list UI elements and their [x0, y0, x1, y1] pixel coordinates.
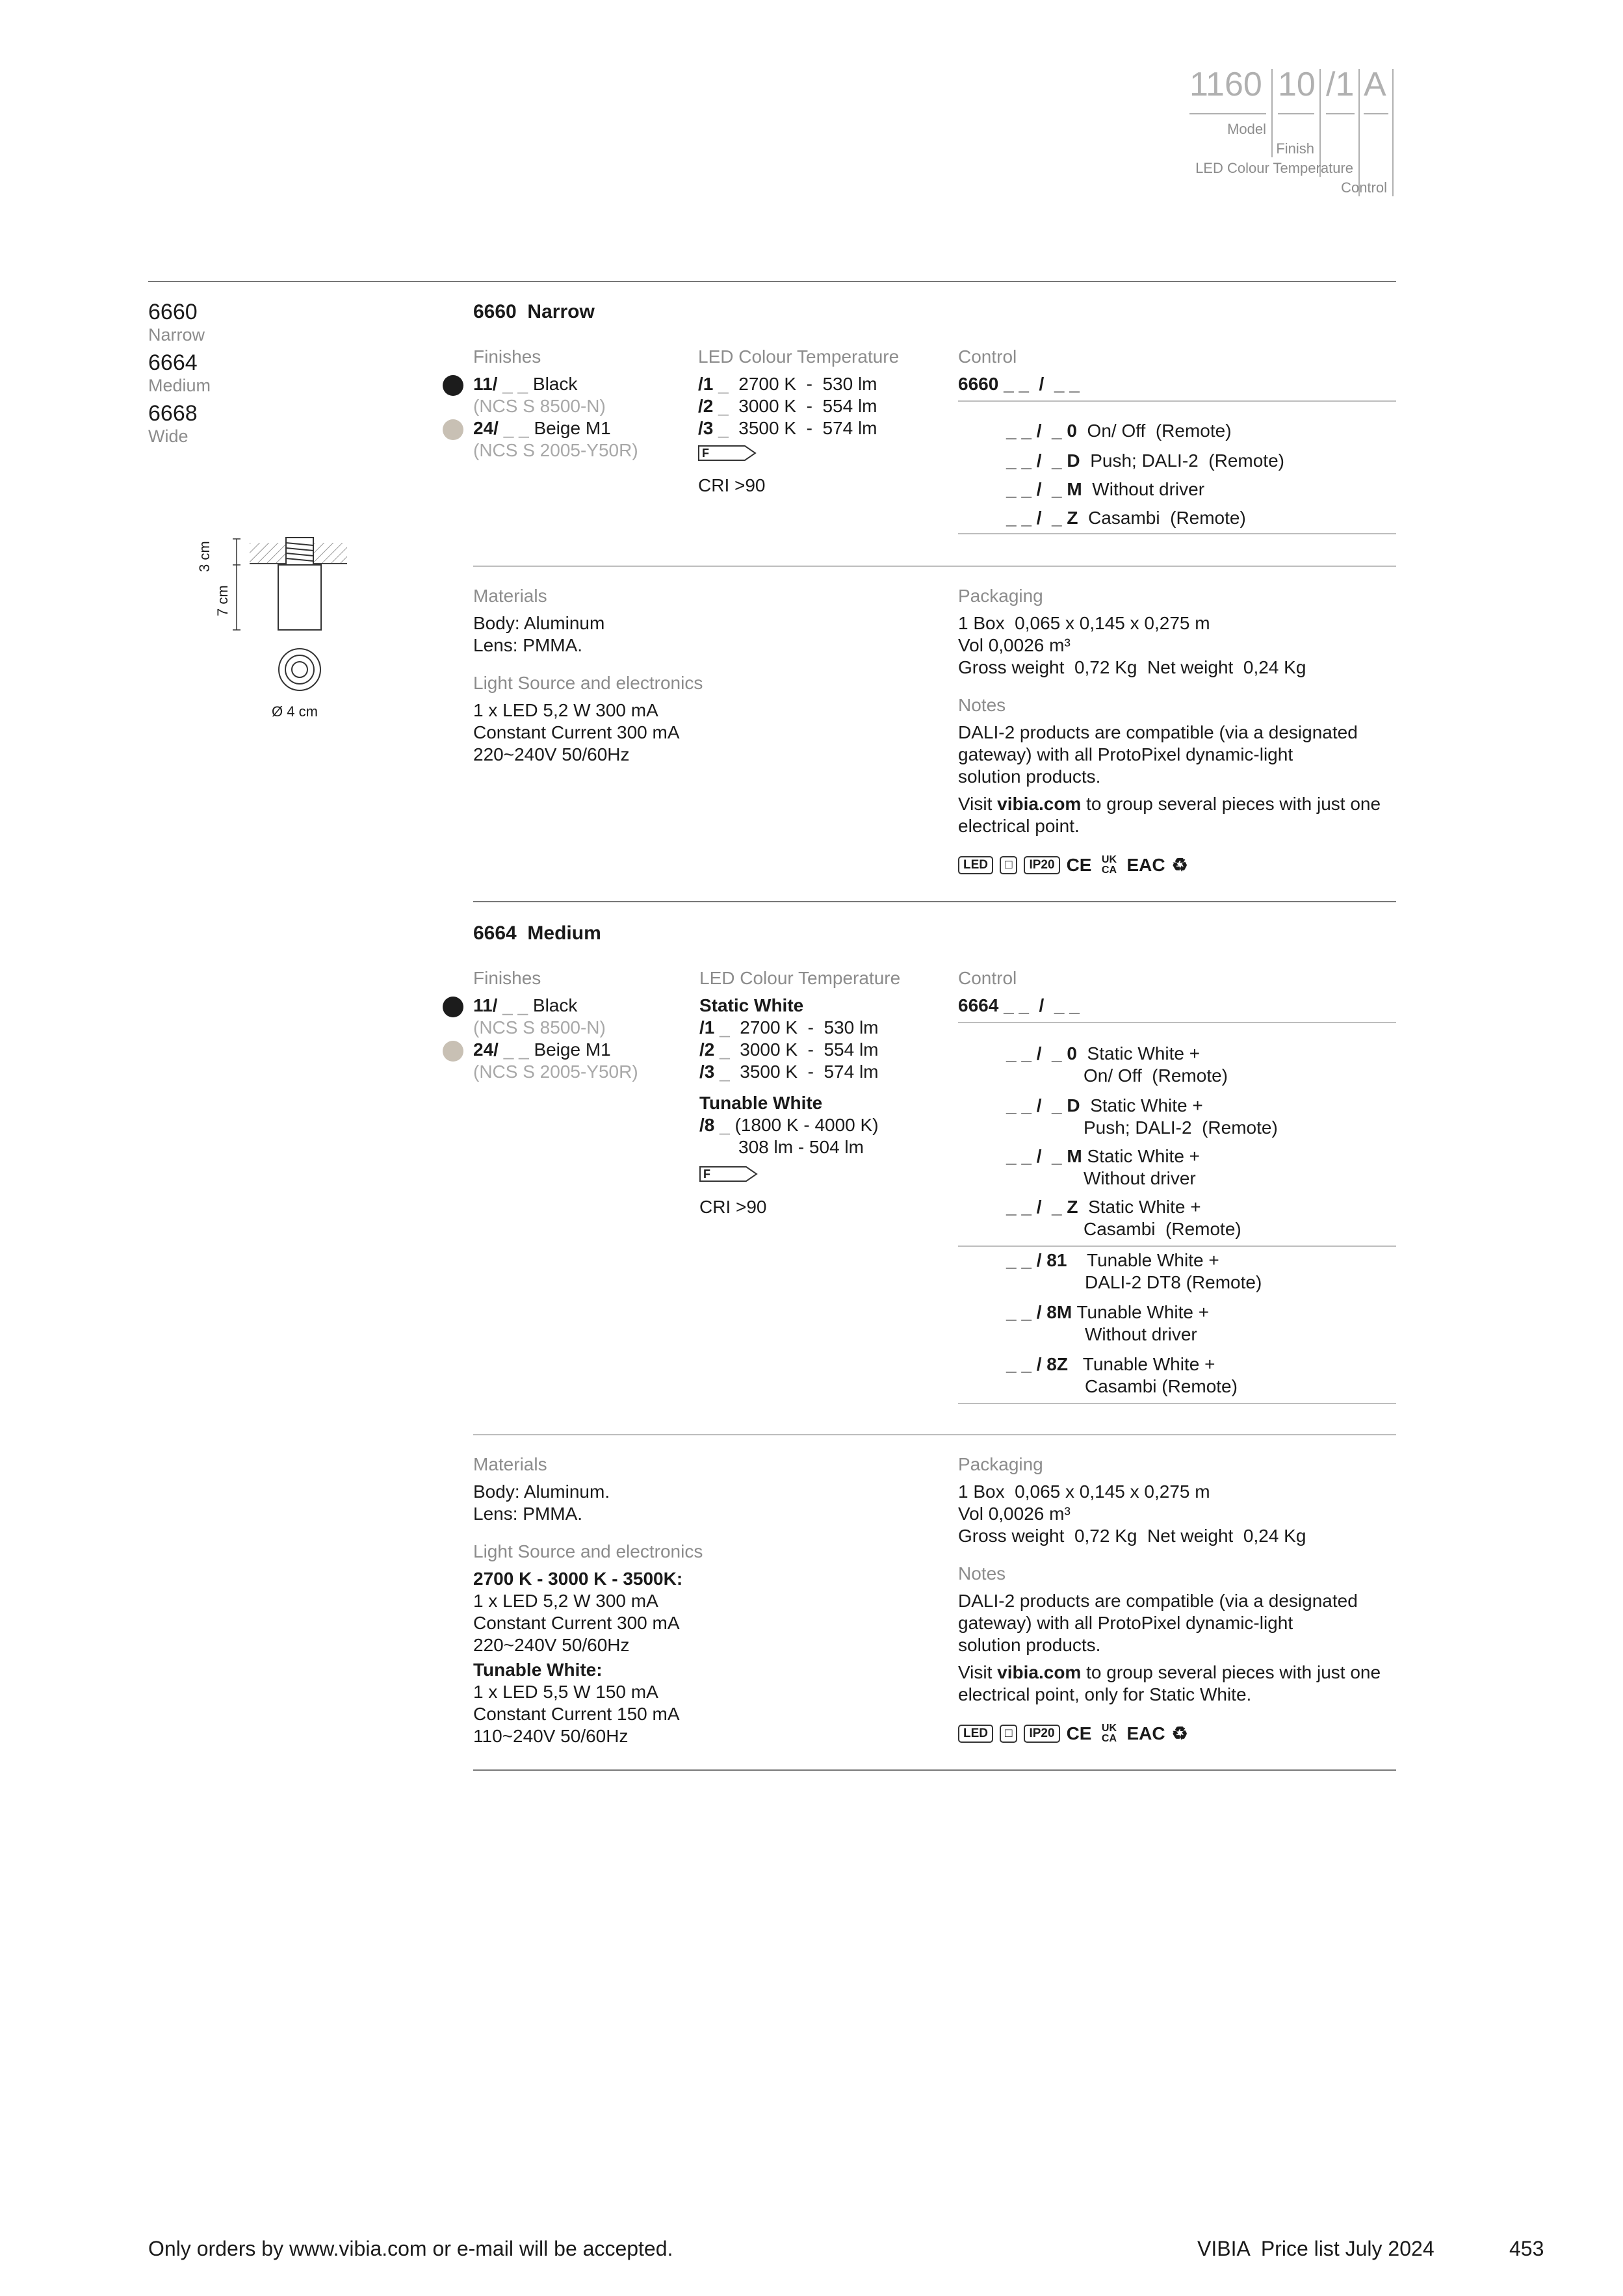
s2-notes-label: Notes — [958, 1563, 1006, 1584]
s2-finish-black-ncs: (NCS S 8500-N) — [473, 1017, 606, 1037]
eac-mark-icon: EAC — [1126, 1723, 1165, 1743]
s2-cri: CRI >90 — [699, 1197, 767, 1217]
s2-materials-label: Materials — [473, 1454, 547, 1474]
s2-led-label: LED Colour Temperature — [699, 968, 901, 988]
legend-tick — [1358, 69, 1360, 196]
s2-notes-line: gateway) with all ProtoPixel dynamic-light — [958, 1613, 1293, 1633]
code-legend — [1189, 65, 1397, 195]
page-number: 453 — [1509, 2237, 1544, 2260]
s1-materials-line: Lens: PMMA. — [473, 635, 583, 655]
s1-title-name: Narrow — [527, 301, 595, 322]
s1-packaging-label: Packaging — [958, 586, 1043, 606]
s2-packaging-line: Gross weight 0,72 Kg Net weight 0,24 Kg — [958, 1526, 1306, 1546]
s2-finishes-label: Finishes — [473, 968, 541, 988]
s2-packaging-line: Vol 0,0026 m³ — [958, 1504, 1071, 1524]
s1-control-row: _ _ / _ 0 On/ Off (Remote) — [1006, 421, 1232, 441]
s2-cert-row — [958, 1723, 1195, 1744]
s2-title-code: 6664 — [473, 922, 517, 944]
legend-part-control: A — [1364, 66, 1386, 103]
s2-light-head: Tunable White: — [473, 1660, 603, 1680]
s1-control-divider — [958, 400, 1396, 402]
s1-materials-line: Body: Aluminum — [473, 613, 605, 633]
ce-mark-icon: CE — [1066, 854, 1092, 875]
swatch-black — [443, 375, 463, 396]
s2-light-head: 2700 K - 3000 K - 3500K: — [473, 1569, 683, 1589]
class-badge: □ — [1000, 856, 1017, 874]
s1-notes-line: DALI-2 products are compatible (via a designated — [958, 722, 1358, 742]
s1-notes-line: electrical point. — [958, 816, 1080, 836]
s2-packaging-line: 1 Box 0,065 x 0,145 x 0,275 m — [958, 1481, 1210, 1502]
legend-label-control: Control — [1341, 179, 1387, 196]
s1-control-divider — [958, 533, 1396, 534]
s2-control-row: _ _ / _ 0 Static White + — [1006, 1043, 1201, 1063]
s1-section-divider — [473, 566, 1396, 567]
s2-led-row: /1 _ 2700 K - 530 lm — [699, 1017, 879, 1037]
s2-tunable-control-cont: Casambi (Remote) — [1085, 1376, 1238, 1396]
s1-finish-black-ncs: (NCS S 8500-N) — [473, 396, 606, 416]
s1-notes-label: Notes — [958, 695, 1006, 715]
s1-led-row: /3 _ 3500 K - 574 lm — [698, 418, 877, 438]
s1-notes-visit: Visit vibia.com to group several pieces with just one — [958, 794, 1381, 814]
s2-control-divider — [958, 1246, 1396, 1247]
side-model-name: Medium — [148, 376, 211, 395]
swatch-beige — [443, 419, 463, 440]
side-model-name: Narrow — [148, 325, 205, 345]
s2-control-row-cont: Without driver — [1084, 1168, 1196, 1188]
s2-tunable-control-cont: DALI-2 DT8 (Remote) — [1085, 1272, 1262, 1292]
s2-control-row: _ _ / _ M Static White + — [1006, 1146, 1201, 1166]
led-badge: LED — [958, 1725, 993, 1743]
s1-end-divider — [473, 901, 1396, 902]
s2-materials-line: Body: Aluminum. — [473, 1481, 610, 1502]
s2-led-row: /3 _ 3500 K - 574 lm — [699, 1062, 879, 1082]
swatch-black — [443, 997, 463, 1017]
legend-label-led: LED Colour Temperature — [1195, 160, 1353, 176]
s2-finish-beige: 24/ _ _ Beige M1 — [473, 1039, 611, 1060]
s1-packaging-line: Vol 0,0026 m³ — [958, 635, 1071, 655]
s2-light-line: 1 x LED 5,5 W 150 mA — [473, 1682, 658, 1702]
s1-packaging-line: Gross weight 0,72 Kg Net weight 0,24 Kg — [958, 657, 1306, 677]
s2-tunable-control-row: _ _ / 8M Tunable White + — [1006, 1302, 1210, 1322]
s2-title-name: Medium — [527, 922, 601, 944]
s1-cri: CRI >90 — [698, 475, 766, 495]
s2-title — [473, 922, 601, 945]
s1-control-row: _ _ / _ Z Casambi (Remote) — [1006, 508, 1246, 528]
s1-light-label: Light Source and electronics — [473, 673, 703, 693]
s1-finish-black: 11/ _ _ Black — [473, 374, 578, 394]
s2-led-row: /2 _ 3000 K - 554 lm — [699, 1039, 879, 1060]
s1-control-row: _ _ / _ D Push; DALI-2 (Remote) — [1006, 450, 1284, 471]
s1-led-row: /2 _ 3000 K - 554 lm — [698, 396, 877, 416]
s2-notes-line: solution products. — [958, 1635, 1101, 1655]
legend-label-model: Model — [1227, 121, 1266, 137]
s2-control-row: _ _ / _ D Static White + — [1006, 1095, 1203, 1115]
side-model-name: Wide — [148, 426, 188, 446]
s1-packaging-line: 1 Box 0,065 x 0,145 x 0,275 m — [958, 613, 1210, 633]
s2-tunable-control-row: _ _ / 8Z Tunable White + — [1006, 1354, 1215, 1374]
s2-tunable-control-row: _ _ / 81 Tunable White + — [1006, 1250, 1219, 1270]
s2-control-code: 6664 _ _ / _ _ — [958, 995, 1080, 1015]
vibia-link[interactable]: vibia.com — [997, 794, 1082, 814]
recycle-icon: ♻ — [1171, 855, 1188, 875]
s1-notes-line: solution products. — [958, 766, 1101, 787]
s2-tunable-lumen: 308 lm - 504 lm — [738, 1137, 864, 1157]
legend-underline — [1189, 113, 1266, 114]
footer-brand: VIBIA Price list July 2024 — [1197, 2237, 1435, 2260]
s2-finish-black: 11/ _ _ Black — [473, 995, 578, 1015]
s2-notes-visit: Visit vibia.com to group several pieces with just one — [958, 1662, 1381, 1682]
side-model-code: 6668 — [148, 401, 198, 426]
s2-light-line: Constant Current 300 mA — [473, 1613, 680, 1633]
s1-light-line: Constant Current 300 mA — [473, 722, 680, 742]
legend-part-finish: 10 — [1278, 66, 1316, 103]
s2-finish-beige-ncs: (NCS S 2005-Y50R) — [473, 1062, 638, 1082]
product-drawing — [208, 530, 364, 725]
s2-tunable-control-cont: Without driver — [1085, 1324, 1197, 1344]
s2-light-line: 1 x LED 5,2 W 300 mA — [473, 1591, 658, 1611]
s2-notes-line: electrical point, only for Static White. — [958, 1684, 1252, 1704]
ukca-mark-icon: UK CA — [1101, 854, 1117, 876]
legend-part-led: /1 — [1326, 66, 1355, 103]
ce-mark-icon: CE — [1066, 1723, 1092, 1743]
s2-tunable-label: Tunable White — [699, 1093, 823, 1113]
side-model-code: 6664 — [148, 350, 198, 375]
s2-section-divider — [473, 1434, 1396, 1435]
ukca-mark-icon: UK CA — [1101, 1722, 1117, 1744]
s2-control-divider — [958, 1403, 1396, 1404]
legend-label-finish: Finish — [1276, 140, 1314, 157]
footer-note: Only orders by www.vibia.com or e-mail will be accepted. — [148, 2237, 673, 2260]
s2-energy-class: F — [703, 1168, 710, 1181]
s1-control-label: Control — [958, 346, 1017, 367]
s2-control-label: Control — [958, 968, 1017, 988]
legend-underline — [1364, 113, 1388, 114]
s1-light-line: 1 x LED 5,2 W 300 mA — [473, 700, 658, 720]
ip-badge: IP20 — [1024, 1725, 1059, 1743]
s2-notes-line: DALI-2 products are compatible (via a designated — [958, 1591, 1358, 1611]
ip-badge: IP20 — [1024, 856, 1059, 874]
s2-light-line: 220~240V 50/60Hz — [473, 1635, 630, 1655]
eac-mark-icon: EAC — [1126, 854, 1165, 875]
s2-control-row-cont: Casambi (Remote) — [1084, 1219, 1241, 1239]
s1-notes-line: gateway) with all ProtoPixel dynamic-light — [958, 744, 1293, 764]
s1-finish-beige-ncs: (NCS S 2005-Y50R) — [473, 440, 638, 460]
s1-finishes-label: Finishes — [473, 346, 541, 367]
dim-socket-label: 3 cm — [196, 541, 213, 572]
s2-light-label: Light Source and electronics — [473, 1541, 703, 1561]
s2-control-divider — [958, 1022, 1396, 1023]
legend-underline — [1278, 113, 1314, 114]
dim-diameter-label: Ø 4 cm — [272, 703, 318, 720]
swatch-beige — [443, 1041, 463, 1062]
vibia-link[interactable]: vibia.com — [997, 1662, 1082, 1682]
s2-control-row: _ _ / _ Z Static White + — [1006, 1197, 1201, 1217]
legend-tick — [1271, 69, 1273, 157]
s1-materials-label: Materials — [473, 586, 547, 606]
s1-finish-beige: 24/ _ _ Beige M1 — [473, 418, 611, 438]
s2-packaging-label: Packaging — [958, 1454, 1043, 1474]
led-badge: LED — [958, 856, 993, 874]
s2-static-label: Static White — [699, 995, 804, 1015]
s1-control-row: _ _ / _ M Without driver — [1006, 479, 1205, 499]
s1-cert-row — [958, 854, 1195, 876]
s1-title-code: 6660 — [473, 301, 517, 322]
legend-underline — [1326, 113, 1355, 114]
s2-end-divider — [473, 1769, 1396, 1771]
dim-height-label: 7 cm — [214, 585, 231, 616]
s2-control-row-cont: Push; DALI-2 (Remote) — [1084, 1117, 1278, 1138]
s1-led-label: LED Colour Temperature — [698, 346, 900, 367]
s1-energy-class: F — [702, 447, 709, 460]
legend-part-model: 1160 — [1189, 66, 1262, 103]
legend-tick — [1392, 69, 1394, 196]
s2-light-line: 110~240V 50/60Hz — [473, 1726, 629, 1746]
side-model-list — [148, 299, 211, 446]
s1-control-code: 6660 _ _ / _ _ — [958, 374, 1080, 394]
class-badge: □ — [1000, 1725, 1017, 1743]
side-model-code: 6660 — [148, 300, 198, 324]
s1-light-line: 220~240V 50/60Hz — [473, 744, 630, 764]
s2-materials-line: Lens: PMMA. — [473, 1504, 583, 1524]
s2-control-row-cont: On/ Off (Remote) — [1084, 1065, 1228, 1086]
top-divider — [148, 281, 1396, 282]
s1-title — [473, 300, 595, 324]
s2-tunable-row: /8 _ (1800 K - 4000 K) — [699, 1115, 879, 1135]
s2-light-line: Constant Current 150 mA — [473, 1704, 680, 1724]
s1-led-row: /1 _ 2700 K - 530 lm — [698, 374, 877, 394]
recycle-icon: ♻ — [1171, 1723, 1188, 1743]
